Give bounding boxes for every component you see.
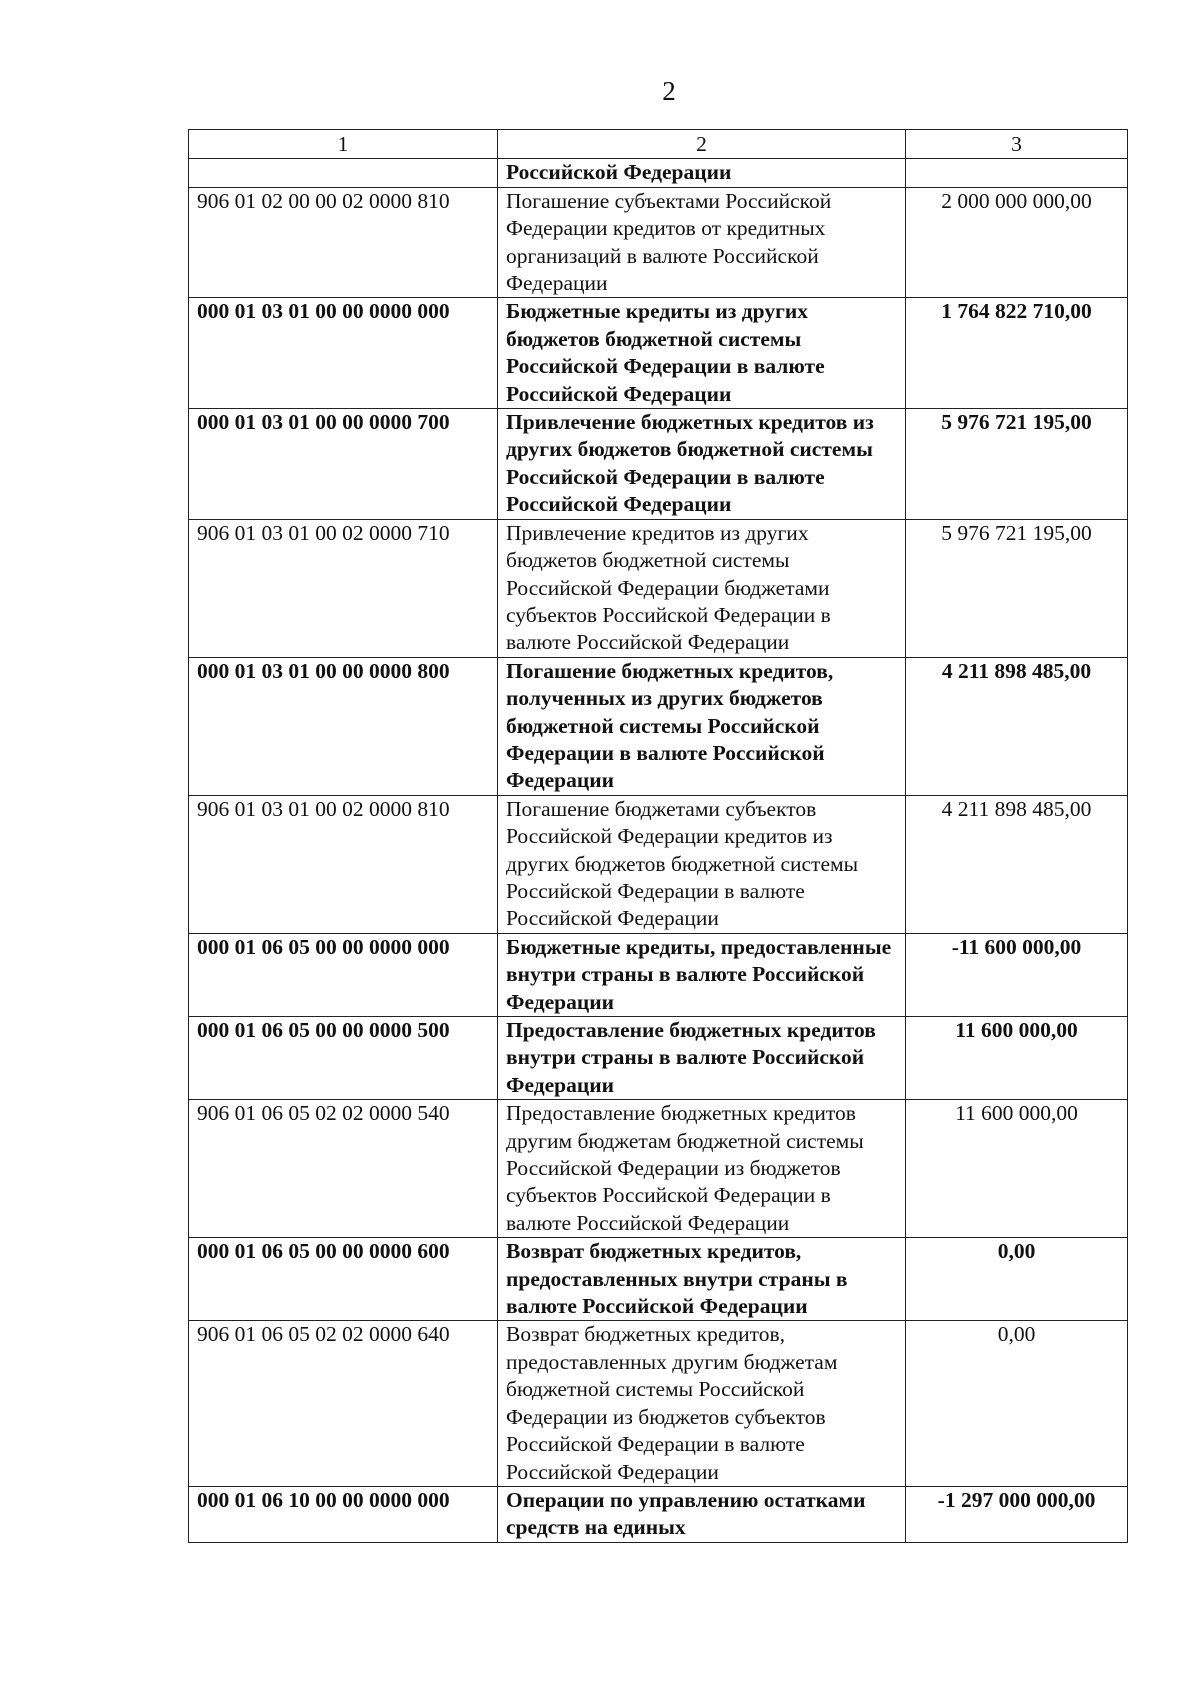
name-cell: Привлечение кредитов из других бюджетов бюджетной системы Российской Федерации бюджетами субъектов Российской Федерации в валюте Российской Федерации	[498, 519, 906, 657]
name-cell: Предоставление бюджетных кредитов внутри страны в валюте Российской Федерации	[498, 1017, 906, 1100]
code-cell: 000 01 06 05 00 00 0000 500	[189, 1017, 498, 1100]
name-cell: Операции по управлению остатками средств на единых	[498, 1486, 906, 1542]
amount-cell: 1 764 822 710,00	[906, 298, 1128, 409]
name-cell: Предоставление бюджетных кредитов другим бюджетам бюджетной системы Российской Федерации из бюджетов субъектов Российской Федерации в валюте Российской Федерации	[498, 1100, 906, 1238]
amount-cell: 2 000 000 000,00	[906, 187, 1128, 298]
table-row	[189, 409, 1128, 520]
name-cell: Погашение бюджетных кредитов, полученных из других бюджетов бюджетной системы Российской Федерации в валюте Российской Федерации	[498, 657, 906, 795]
name-cell: Возврат бюджетных кредитов, предоставленных внутри страны в валюте Российской Федерации	[498, 1238, 906, 1321]
name-cell: Бюджетные кредиты из других бюджетов бюджетной системы Российской Федерации в валюте Российской Федерации	[498, 298, 906, 409]
table-row	[189, 1486, 1128, 1542]
amount-cell: 5 976 721 195,00	[906, 409, 1128, 520]
code-cell: 906 01 06 05 02 02 0000 640	[189, 1321, 498, 1486]
code-cell: 000 01 03 01 00 00 0000 700	[189, 409, 498, 520]
column-header-2: 2	[498, 130, 906, 159]
amount-cell: 4 211 898 485,00	[906, 795, 1128, 933]
code-cell: 000 01 03 01 00 00 0000 000	[189, 298, 498, 409]
table-body	[189, 130, 1128, 1543]
code-cell: 906 01 06 05 02 02 0000 540	[189, 1100, 498, 1238]
table-row	[189, 187, 1128, 298]
table-row	[189, 1100, 1128, 1238]
table-row	[189, 159, 1128, 187]
code-cell: 000 01 06 05 00 00 0000 600	[189, 1238, 498, 1321]
amount-cell: 5 976 721 195,00	[906, 519, 1128, 657]
code-cell: 000 01 06 10 00 00 0000 000	[189, 1486, 498, 1542]
code-cell: 906 01 02 00 00 02 0000 810	[189, 187, 498, 298]
name-cell: Привлечение бюджетных кредитов из других бюджетов бюджетной системы Российской Федерации в валюте Российской Федерации	[498, 409, 906, 520]
table-header-row	[189, 130, 1128, 159]
table-row	[189, 298, 1128, 409]
code-cell: 906 01 03 01 00 02 0000 810	[189, 795, 498, 933]
amount-cell: 11 600 000,00	[906, 1017, 1128, 1100]
page-number: 2	[662, 76, 676, 106]
amount-cell: 11 600 000,00	[906, 1100, 1128, 1238]
code-cell	[189, 159, 498, 187]
table-row	[189, 657, 1128, 795]
amount-cell: 0,00	[906, 1321, 1128, 1486]
name-cell: Возврат бюджетных кредитов, предоставленных другим бюджетам бюджетной системы Российской Федерации из бюджетов субъектов Российской Федерации в валюте Российской Федерации	[498, 1321, 906, 1486]
code-cell: 000 01 06 05 00 00 0000 000	[189, 933, 498, 1016]
amount-cell: -11 600 000,00	[906, 933, 1128, 1016]
name-cell: Погашение субъектами Российской Федерации кредитов от кредитных организаций в валюте Российской Федерации	[498, 187, 906, 298]
amount-cell: 0,00	[906, 1238, 1128, 1321]
code-cell: 000 01 03 01 00 00 0000 800	[189, 657, 498, 795]
budget-sources-table	[188, 129, 1128, 1543]
table-row	[189, 1017, 1128, 1100]
amount-cell	[906, 159, 1128, 187]
column-header-3: 3	[906, 130, 1128, 159]
amount-cell: 4 211 898 485,00	[906, 657, 1128, 795]
name-cell: Российской Федерации	[498, 159, 906, 187]
table-row	[189, 1321, 1128, 1486]
amount-cell: -1 297 000 000,00	[906, 1486, 1128, 1542]
name-cell: Погашение бюджетами субъектов Российской Федерации кредитов из других бюджетов бюджетной системы Российской Федерации в валюте Российской Федерации	[498, 795, 906, 933]
table-row	[189, 1238, 1128, 1321]
column-header-1: 1	[189, 130, 498, 159]
table-row	[189, 519, 1128, 657]
table-row	[189, 933, 1128, 1016]
name-cell: Бюджетные кредиты, предоставленные внутри страны в валюте Российской Федерации	[498, 933, 906, 1016]
table-row	[189, 795, 1128, 933]
code-cell: 906 01 03 01 00 02 0000 710	[189, 519, 498, 657]
